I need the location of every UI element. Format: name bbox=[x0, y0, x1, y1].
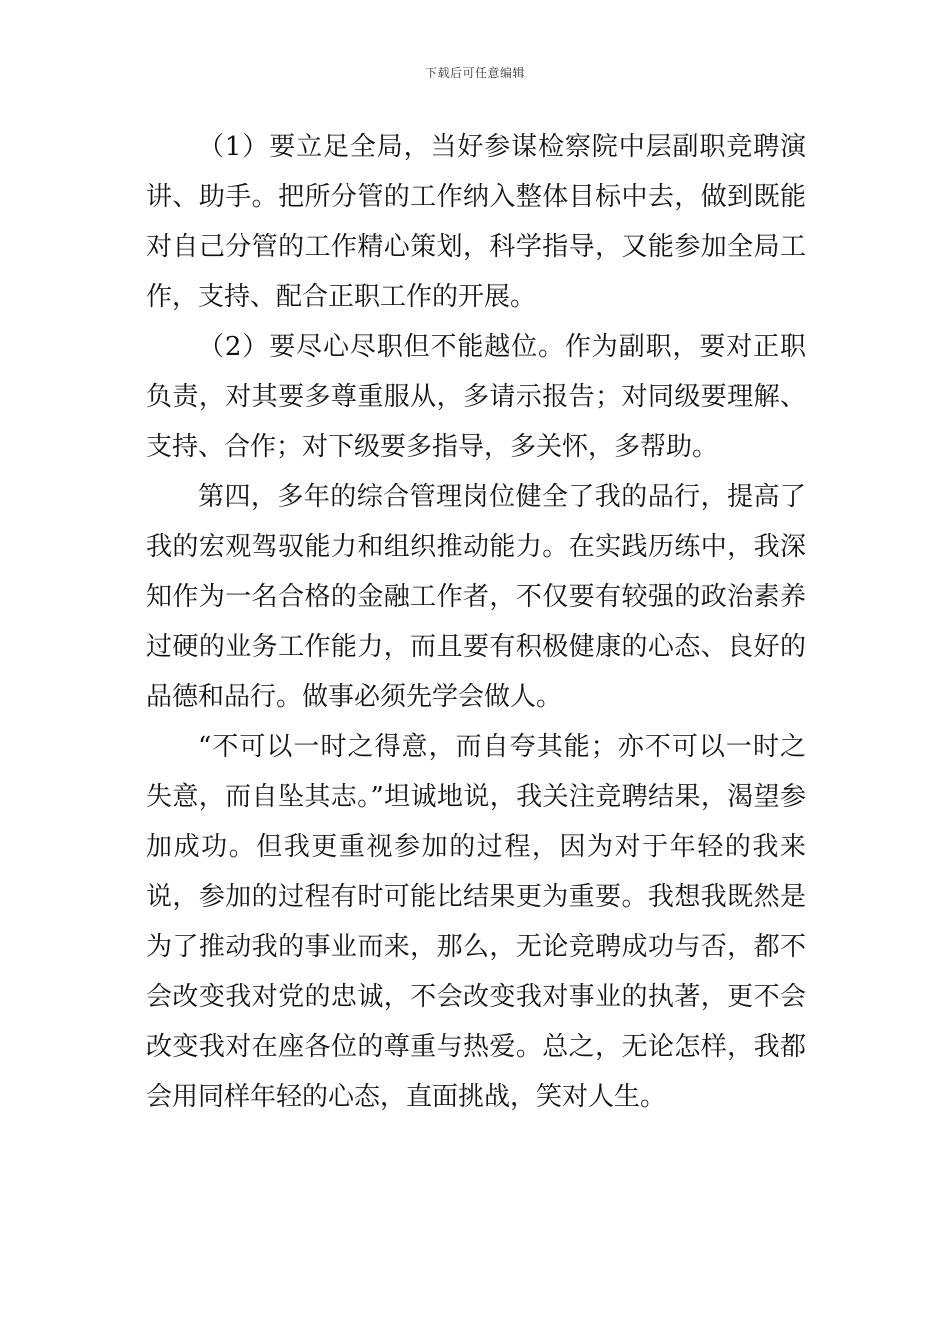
paragraph-3: 第四，多年的综合管理岗位健全了我的品行，提高了我的宏观驾驭能力和组织推动能力。在实践历练中，我深知作为一名合格的金融工作者，不仅要有较强的政治素养过硬的业务工作能力，而且要有积极健康的心态、良好的品德和品行。做事必须先学会做人。 bbox=[146, 482, 806, 712]
paragraph-2: （2）要尽心尽职但不能越位。作为副职，要对正职负责，对其要多尊重服从，多请示报告；对同级要理解、支持、合作；对下级要多指导，多关怀，多帮助。 bbox=[146, 332, 806, 462]
paragraph-1: （1）要立足全局，当好参谋检察院中层副职竞聘演讲、助手。把所分管的工作纳入整体目标中去，做到既能对自己分管的工作精心策划，科学指导，又能参加全局工作，支持、配合正职工作的开展。 bbox=[146, 132, 806, 312]
paragraph-4: “不可以一时之得意，而自夸其能；亦不可以一时之失意，而自坠其志。”坦诚地说，我关注竞聘结果，渴望参加成功。但我更重视参加的过程，因为对于年轻的我来说，参加的过程有时可能比结果更为重要。我想我既然是为了推动我的事业而来，那么，无论竞聘成功与否，都不会改变我对党的忠诚，不会改变我对事业的执著，更不会改变我对在座各位的尊重与热爱。总之，无论怎样，我都会用同样年轻的心态，直面挑战，笑对人生。 bbox=[146, 732, 806, 1112]
page-header-note: 下载后可任意编辑 bbox=[424, 66, 525, 80]
document-body bbox=[146, 122, 806, 1122]
